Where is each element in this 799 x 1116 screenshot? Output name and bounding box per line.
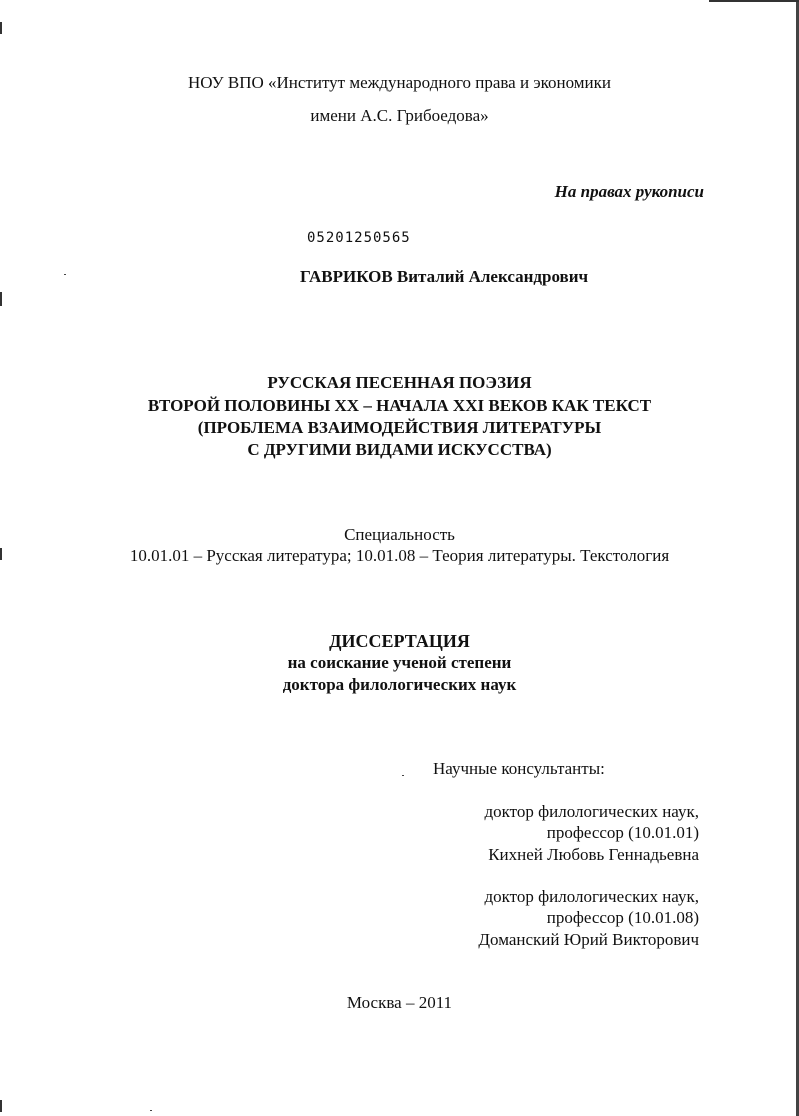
specialty-codes: 10.01.01 – Русская литература; 10.01.08 – Теория литературы. Текстология [129, 546, 670, 565]
scan-mark [0, 1100, 2, 1112]
title-line-2: ВТОРОЙ ПОЛОВИНЫ XX – НАЧАЛА XXI ВЕКОВ КАК ТЕКСТ [147, 396, 652, 415]
dissertation-line-1: на соискание ученой степени [287, 653, 512, 672]
place-year: Москва – 2011 [346, 993, 453, 1012]
consultants-label: Научные консультанты: [433, 759, 605, 778]
consultant-2-name: Доманский Юрий Викторович [478, 930, 699, 949]
scan-mark [0, 22, 2, 34]
scan-speck [402, 775, 404, 776]
title-line-3: (ПРОБЛЕМА ВЗАИМОДЕЙСТВИЯ ЛИТЕРАТУРЫ [197, 418, 602, 437]
consultant-2-degree: доктор филологических наук, [484, 887, 699, 906]
title-line-4: С ДРУГИМИ ВИДАМИ ИСКУССТВА) [247, 440, 552, 459]
manuscript-note: На правах рукописи [554, 182, 704, 201]
institution-line-1: НОУ ВПО «Институт международного права и экономики [187, 73, 612, 92]
registration-number: 05201250565 [307, 230, 411, 246]
dissertation-line-2: доктора филологических наук [282, 675, 517, 694]
scan-speck [150, 1110, 152, 1111]
consultant-2-position: профессор (10.01.08) [546, 908, 699, 927]
title-line-1: РУССКАЯ ПЕСЕННАЯ ПОЭЗИЯ [267, 373, 532, 392]
institution-line-2: имени А.С. Грибоедова» [310, 106, 489, 125]
scan-speck [64, 274, 66, 275]
dissertation-heading: ДИССЕРТАЦИЯ [329, 631, 470, 651]
author-name: ГАВРИКОВ Виталий Александрович [300, 267, 589, 286]
specialty-label: Специальность [344, 525, 455, 544]
consultant-1-name: Кихней Любовь Геннадьевна [488, 845, 699, 864]
consultant-1-degree: доктор филологических наук, [484, 802, 699, 821]
consultant-1-position: профессор (10.01.01) [546, 823, 699, 842]
scan-edge-top [709, 0, 799, 2]
scan-mark [0, 292, 2, 306]
